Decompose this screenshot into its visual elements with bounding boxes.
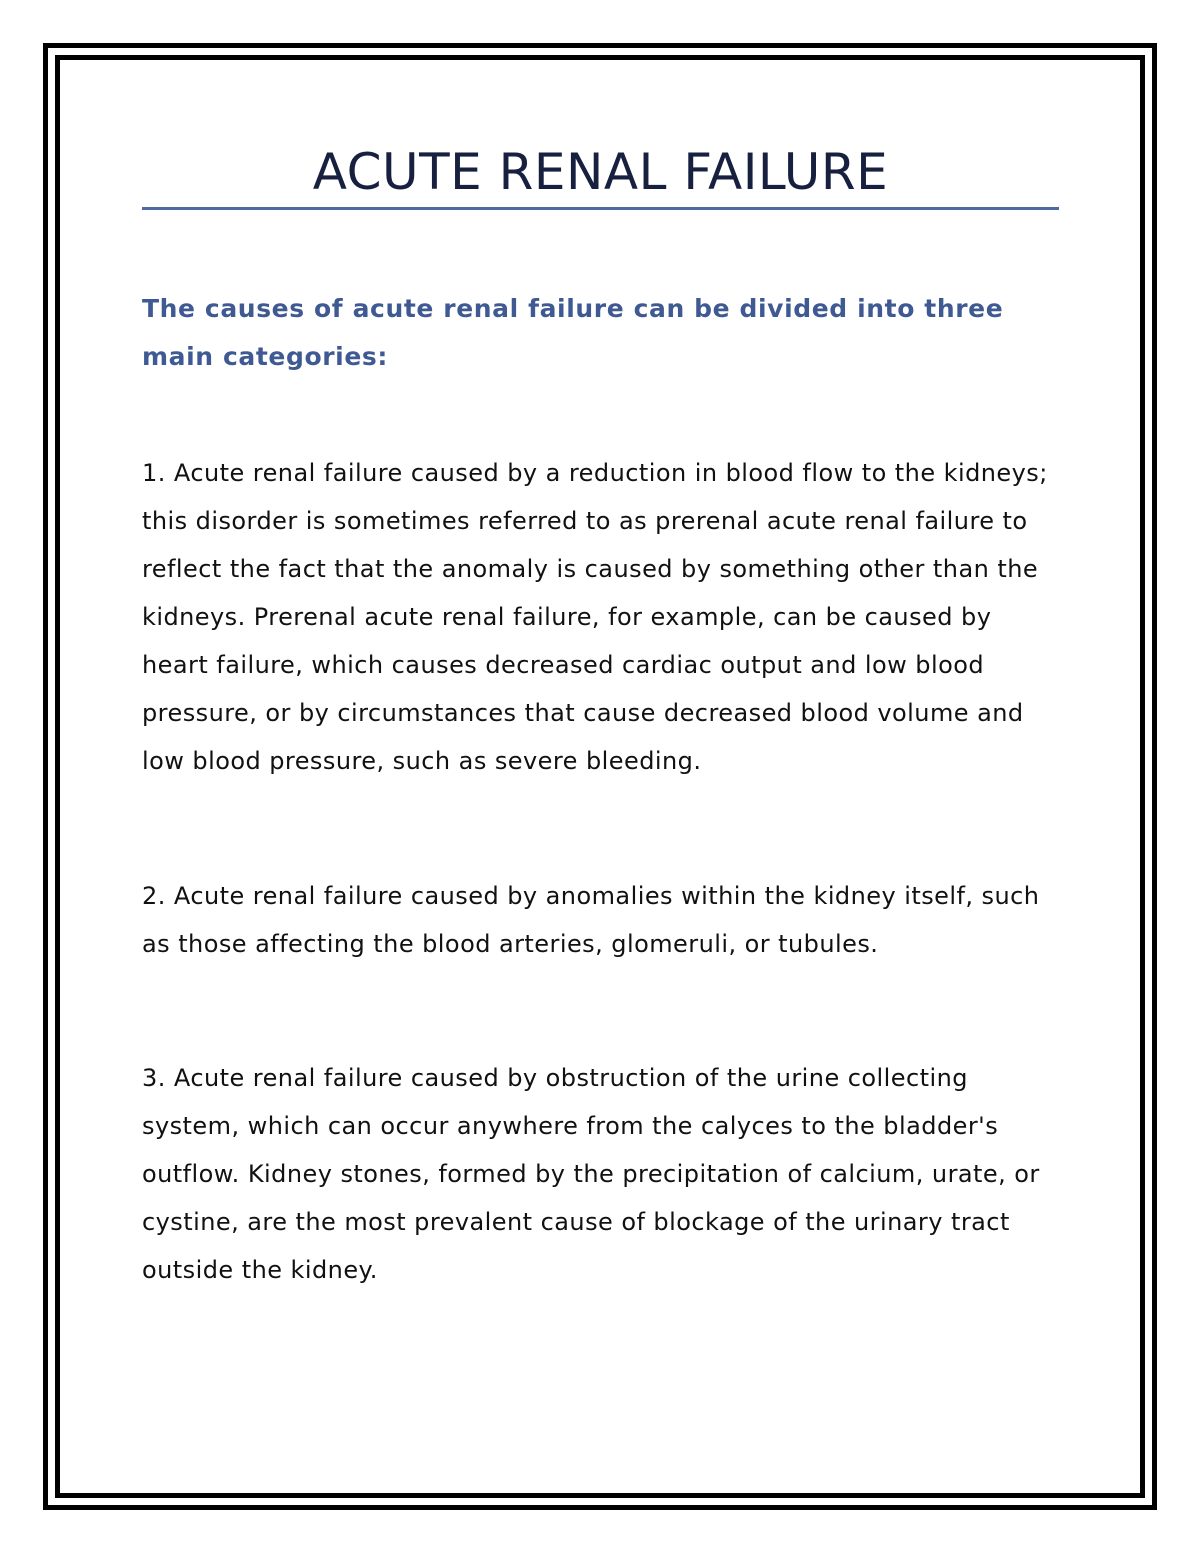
title-underline — [142, 207, 1059, 210]
document-subtitle: The causes of acute renal failure can be divided into three main categories: — [142, 294, 1004, 371]
document-body — [142, 140, 1059, 1294]
paragraph-cause-2: 2. Acute renal failure caused by anomalies within the kidney itself, such as those affecting the blood arteries, glomeruli, or tubules. — [142, 882, 1040, 958]
paragraph-cause-3: 3. Acute renal failure caused by obstruction of the urine collecting system, which can occur anywhere from the calyces to the bladder's outflow. Kidney stones, formed by the precipitation of calcium, urate, or cystine, are the most prevalent cause of blockage of the urinary tract outside the kidney. — [142, 1064, 1040, 1284]
paragraph-cause-1: 1. Acute renal failure caused by a reduction in blood flow to the kidneys; this disorder is sometimes referred to as prerenal acute renal failure to reflect the fact that the anomaly is caused by something other than the kidneys. Prerenal acute renal failure, for example, can be caused by heart failure, which causes decreased cardiac output and low blood pressure, or by circumstances that cause decreased blood volume and low blood pressure, such as severe bleeding. — [142, 459, 1048, 775]
document-title: ACUTE RENAL FAILURE — [312, 143, 889, 201]
